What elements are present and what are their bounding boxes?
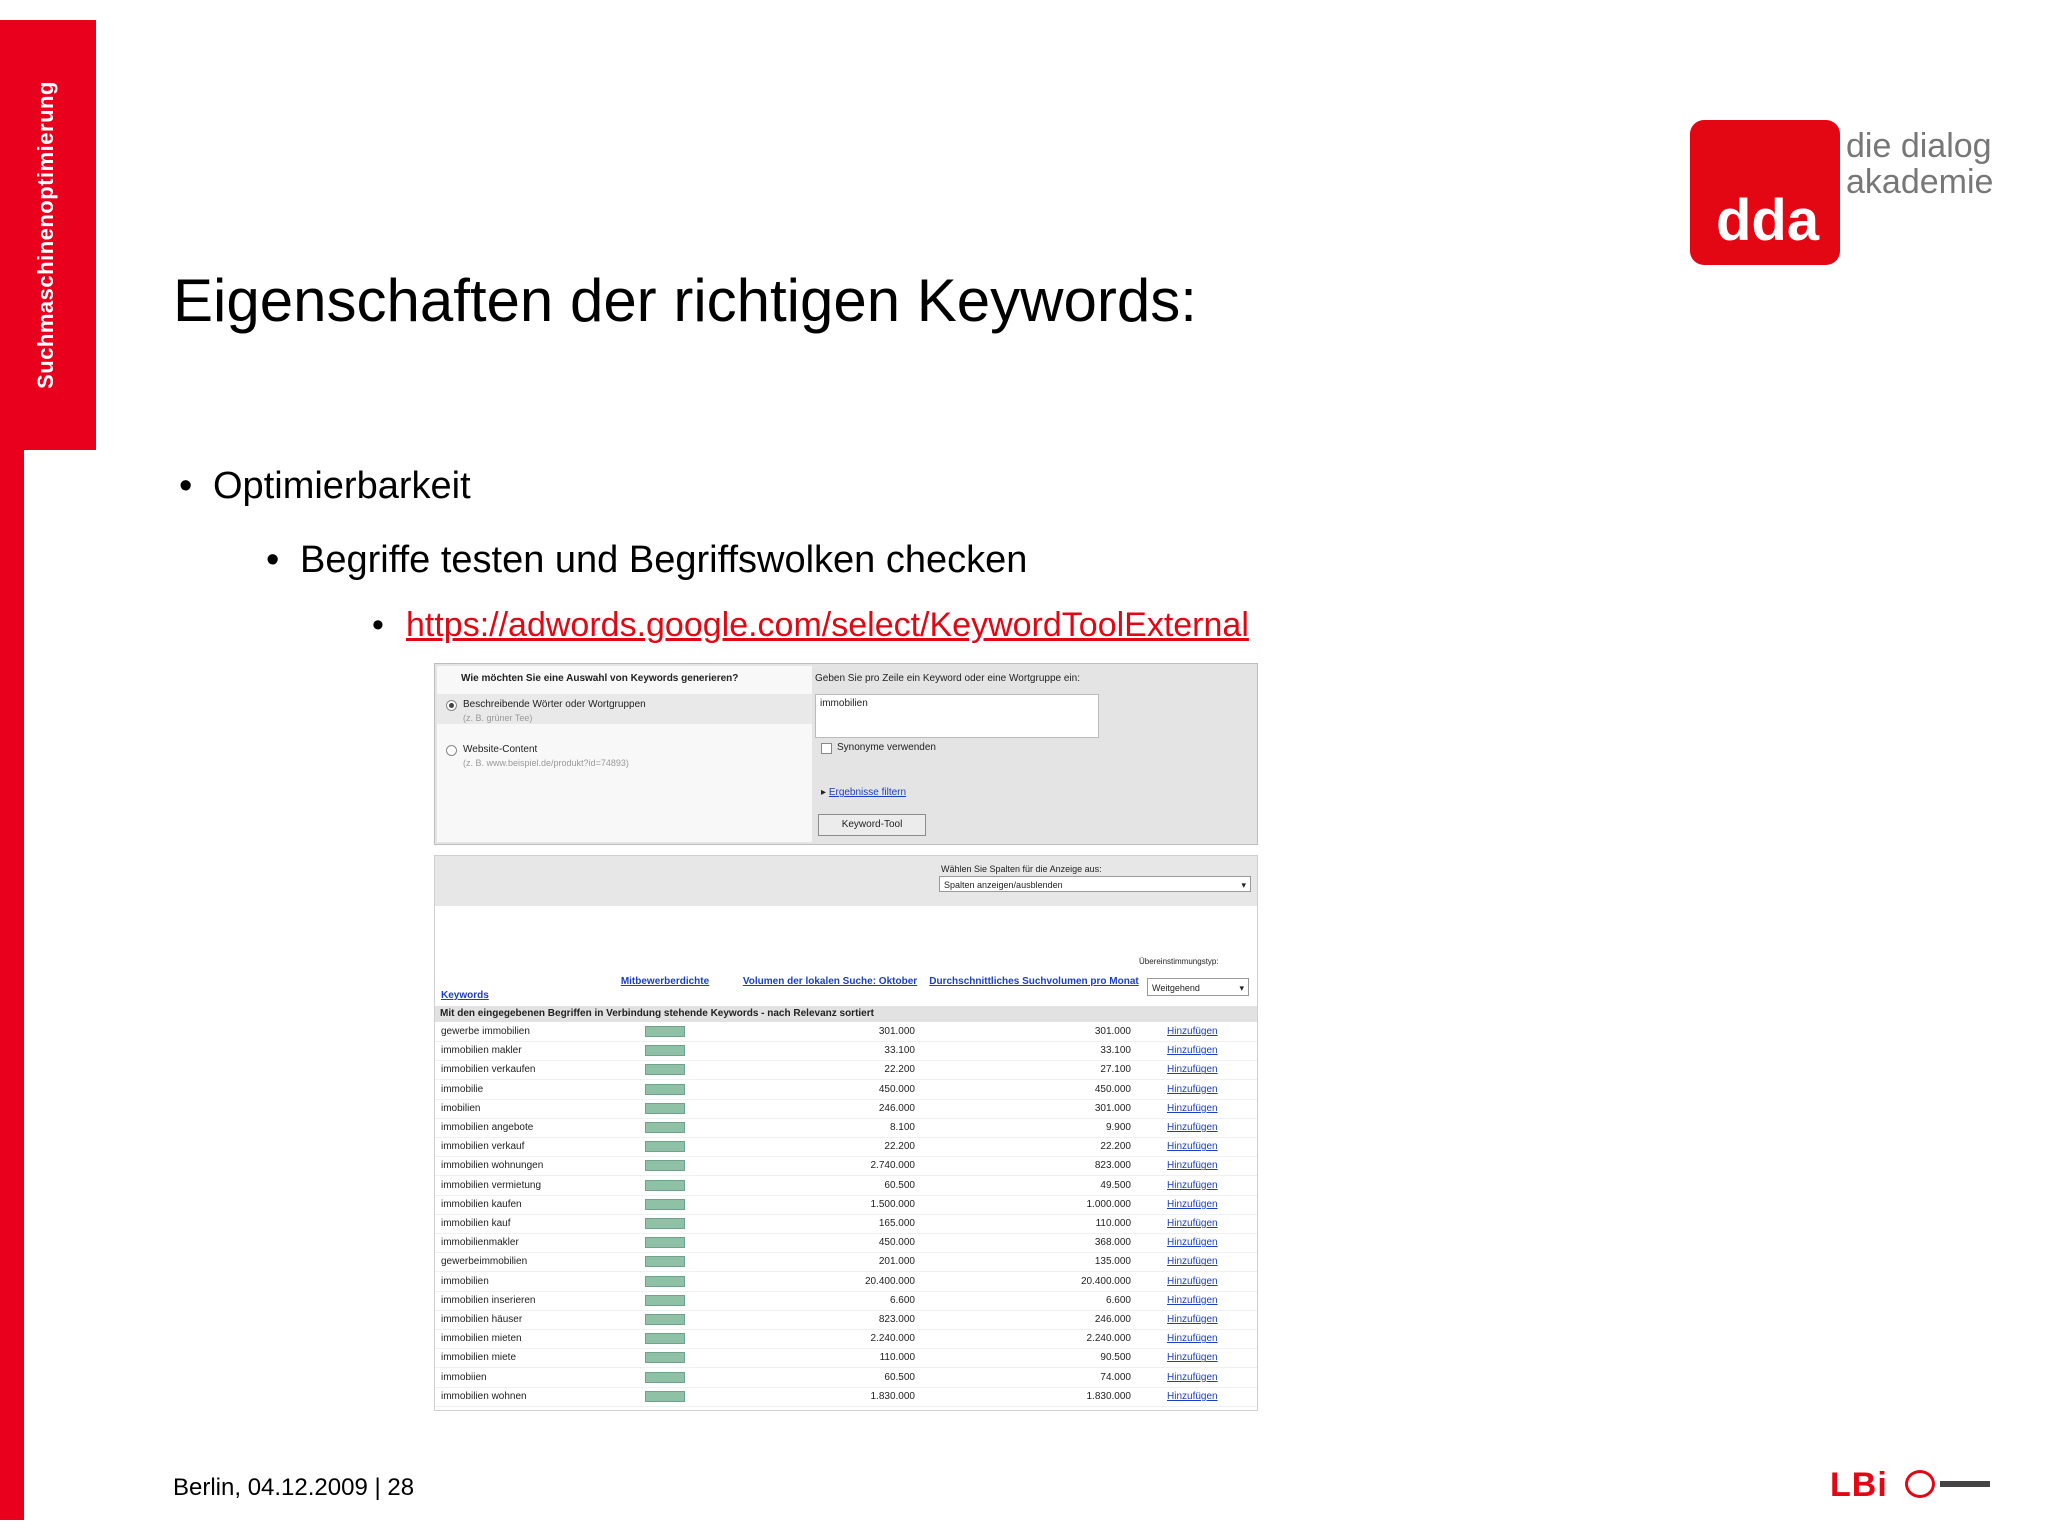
option1-hint: (z. B. grüner Tee): [463, 713, 533, 723]
row-local-volume: 60.500: [884, 1179, 915, 1191]
match-type-label: Übereinstimmungstyp:: [1139, 957, 1219, 966]
bullet-dot: •: [372, 606, 384, 644]
chevron-down-icon: ▾: [1239, 983, 1244, 993]
logo-text: dda: [1716, 188, 1820, 253]
table-row: [435, 1060, 1257, 1080]
table-row: [435, 1080, 1257, 1100]
partner-logo-mark: [1905, 1470, 1935, 1498]
add-keyword-link[interactable]: Hinzufügen: [1167, 1333, 1218, 1345]
add-keyword-link[interactable]: Hinzufügen: [1167, 1390, 1218, 1402]
row-local-volume: 823.000: [878, 1314, 915, 1325]
competition-bar: [645, 1333, 685, 1344]
competition-bar: [645, 1352, 685, 1363]
competition-bar: [645, 1064, 685, 1075]
row-local-volume: 20.400.000: [864, 1275, 915, 1287]
column-avg-volume[interactable]: Durchschnittliches Suchvolumen pro Monat: [929, 976, 1139, 987]
table-row: [435, 1387, 1257, 1407]
row-local-volume: 6.600: [889, 1294, 915, 1306]
table-row: [435, 1214, 1257, 1234]
row-local-volume: 2.740.000: [870, 1160, 915, 1172]
section-label: Suchmaschinenoptimierung: [33, 81, 58, 389]
row-keyword: immobilien verkauf: [441, 1141, 525, 1153]
row-avg-volume: 22.200: [1100, 1141, 1131, 1153]
bullet-level1: [179, 464, 471, 508]
keyword-tool-link[interactable]: https://adwords.google.com/select/KeywordToolExternal: [406, 606, 1249, 644]
row-keyword: gewerbe immobilien: [441, 1026, 530, 1037]
row-keyword: immobilien angebote: [441, 1122, 534, 1133]
row-local-volume: 22.200: [884, 1064, 915, 1076]
option1-radio[interactable]: [446, 700, 457, 711]
table-row: [435, 1022, 1257, 1042]
competition-bar: [645, 1295, 685, 1306]
row-avg-volume: 74.000: [1100, 1371, 1131, 1383]
match-type-select[interactable]: [1147, 978, 1249, 996]
table-row: [435, 1118, 1257, 1138]
row-keyword: immobiien: [441, 1371, 487, 1383]
table-row: [435, 1348, 1257, 1368]
add-keyword-link[interactable]: Hinzufügen: [1167, 1371, 1218, 1383]
competition-bar: [645, 1391, 685, 1402]
row-avg-volume: 450.000: [1094, 1083, 1131, 1095]
row-local-volume: 1.500.000: [870, 1198, 915, 1210]
table-row: [435, 1291, 1257, 1311]
row-keyword: immobilien makler: [441, 1045, 522, 1057]
row-local-volume: 60.500: [884, 1371, 915, 1383]
competition-bar: [645, 1084, 685, 1095]
logo-subtitle: [1846, 128, 1993, 200]
partner-logo-wordmark: [1940, 1481, 1990, 1487]
row-local-volume: 246.000: [878, 1102, 915, 1114]
row-avg-volume: 49.500: [1100, 1179, 1131, 1191]
footer-date-page: Berlin, 04.12.2009 | 28: [173, 1474, 415, 1501]
bullet-level3: [372, 603, 1249, 647]
row-avg-volume: 33.100: [1100, 1045, 1131, 1057]
group-label: Mit den eingegebenen Begriffen in Verbindung stehende Keywords - nach Relevanz sortiert: [440, 1008, 874, 1019]
add-keyword-link[interactable]: Hinzufügen: [1167, 1218, 1218, 1229]
slide-title: Eigenschaften der richtigen Keywords:: [173, 267, 1197, 334]
competition-bar: [645, 1276, 685, 1287]
form-instruction: Geben Sie pro Zeile ein Keyword oder eine Wortgruppe ein:: [815, 673, 1080, 684]
row-local-volume: 110.000: [879, 1352, 915, 1364]
row-avg-volume: 301.000: [1094, 1026, 1131, 1037]
option1-label: Beschreibende Wörter oder Wortgruppen: [463, 699, 646, 710]
row-keyword: immobilie: [441, 1083, 484, 1095]
column-local-volume[interactable]: Volumen der lokalen Suche: Oktober: [742, 976, 918, 987]
row-keyword: immobilien: [441, 1275, 489, 1287]
add-keyword-link[interactable]: Hinzufügen: [1167, 1237, 1218, 1249]
table-row: [435, 1176, 1257, 1196]
add-keyword-link[interactable]: Hinzufügen: [1167, 1314, 1218, 1325]
row-keyword: immobilien kauf: [441, 1218, 511, 1229]
row-keyword: immobilien verkaufen: [441, 1064, 536, 1076]
row-local-volume: 33.100: [884, 1045, 915, 1057]
row-keyword: imobilien: [441, 1102, 481, 1114]
synonyms-label: Synonyme verwenden: [837, 742, 936, 753]
row-keyword: immobilien kaufen: [441, 1198, 522, 1210]
results-panel: [434, 855, 1258, 1411]
row-avg-volume: 301.000: [1094, 1102, 1131, 1114]
keyword-tool-screenshot: [434, 663, 1258, 1411]
add-keyword-link[interactable]: Hinzufügen: [1167, 1122, 1218, 1133]
add-keyword-link[interactable]: Hinzufügen: [1167, 1179, 1218, 1191]
row-avg-volume: 6.600: [1105, 1294, 1131, 1306]
bullet-level2-text: Begriffe testen und Begriffswolken checken: [300, 539, 1028, 581]
row-avg-volume: 1.830.000: [1086, 1390, 1131, 1402]
chevron-down-icon: ▾: [1241, 880, 1246, 890]
competition-bar: [645, 1141, 685, 1152]
row-local-volume: 8.100: [889, 1122, 915, 1133]
competition-bar: [645, 1218, 685, 1229]
column-keywords[interactable]: Keywords: [441, 990, 489, 1001]
competition-bar: [645, 1103, 685, 1114]
table-row: [435, 1310, 1257, 1330]
logo-subtitle-line1: die dialog: [1846, 127, 1992, 165]
bullet-level1-text: Optimierbarkeit: [213, 465, 471, 507]
competition-bar: [645, 1237, 685, 1248]
keyword-input-value: immobilien: [820, 698, 868, 709]
table-row: [435, 1099, 1257, 1119]
competition-bar: [645, 1045, 685, 1056]
row-avg-volume: 27.100: [1100, 1064, 1131, 1076]
row-avg-volume: 1.000.000: [1086, 1198, 1131, 1210]
row-avg-volume: 2.240.000: [1086, 1333, 1131, 1345]
row-keyword: immobilien mieten: [441, 1333, 522, 1345]
add-keyword-link[interactable]: Hinzufügen: [1167, 1294, 1218, 1306]
add-keyword-link[interactable]: Hinzufügen: [1167, 1064, 1218, 1076]
competition-bar: [645, 1199, 685, 1210]
add-keyword-link[interactable]: Hinzufügen: [1167, 1160, 1218, 1172]
logo-subtitle-line2: akademie: [1846, 163, 1994, 201]
table-row: [435, 1252, 1257, 1272]
add-keyword-link[interactable]: Hinzufügen: [1167, 1083, 1218, 1095]
row-local-volume: 165.000: [878, 1218, 915, 1229]
row-keyword: immobilien vermietung: [441, 1179, 542, 1191]
add-keyword-link[interactable]: Hinzufügen: [1167, 1275, 1218, 1287]
competition-bar: [645, 1180, 685, 1191]
results-group-header: [435, 1006, 1257, 1022]
table-row: [435, 1137, 1257, 1157]
competition-bar: [645, 1314, 685, 1325]
row-keyword: immobilien inserieren: [441, 1294, 536, 1306]
add-keyword-link[interactable]: Hinzufügen: [1167, 1026, 1218, 1037]
row-keyword: immobilien wohnen: [441, 1390, 527, 1402]
option2-label: Website-Content: [463, 744, 538, 755]
table-row: [435, 1041, 1257, 1061]
table-row: [435, 1329, 1257, 1349]
option2-radio[interactable]: [446, 745, 457, 756]
row-keyword: gewerbeimmobilien: [441, 1256, 528, 1268]
competition-bar: [645, 1256, 685, 1267]
row-local-volume: 22.200: [884, 1141, 915, 1153]
bullet-dot: •: [179, 465, 193, 507]
keyword-form: [434, 663, 1258, 845]
add-keyword-link[interactable]: Hinzufügen: [1167, 1198, 1218, 1210]
table-row: [435, 1156, 1257, 1176]
row-local-volume: 450.000: [878, 1237, 915, 1249]
row-avg-volume: 90.500: [1100, 1352, 1131, 1364]
column-competition[interactable]: Mitbewerberdichte: [620, 976, 710, 987]
competition-bar: [645, 1122, 685, 1133]
columns-select-value: Spalten anzeigen/ausblenden: [944, 880, 1063, 890]
row-avg-volume: 823.000: [1094, 1160, 1131, 1172]
bullet-dot: •: [266, 539, 280, 581]
row-avg-volume: 9.900: [1105, 1122, 1131, 1133]
table-row: [435, 1233, 1257, 1253]
row-avg-volume: 110.000: [1095, 1218, 1131, 1229]
match-type-value: Weitgehend: [1152, 983, 1200, 993]
row-avg-volume: 20.400.000: [1080, 1275, 1131, 1287]
competition-bar: [645, 1372, 685, 1383]
competition-bar: [645, 1160, 685, 1171]
add-keyword-link[interactable]: Hinzufügen: [1167, 1102, 1218, 1114]
row-local-volume: 450.000: [878, 1083, 915, 1095]
option2-hint: (z. B. www.beispiel.de/produkt?id=74893): [463, 758, 629, 768]
add-keyword-link[interactable]: Hinzufügen: [1167, 1045, 1218, 1057]
table-row: [435, 1272, 1257, 1292]
row-keyword: immobilien wohnungen: [441, 1160, 544, 1172]
synonyms-checkbox[interactable]: [821, 743, 832, 754]
row-keyword: immobilien häuser: [441, 1314, 523, 1325]
bullet-level2: [266, 538, 1027, 582]
row-avg-volume: 368.000: [1094, 1237, 1131, 1249]
form-question: Wie möchten Sie eine Auswahl von Keywords generieren?: [461, 673, 739, 684]
row-avg-volume: 246.000: [1094, 1314, 1131, 1325]
row-local-volume: 301.000: [878, 1026, 915, 1037]
row-local-volume: 1.830.000: [870, 1390, 915, 1402]
columns-label: Wählen Sie Spalten für die Anzeige aus:: [941, 864, 1102, 874]
row-keyword: immobilienmakler: [441, 1237, 519, 1249]
columns-select[interactable]: [939, 876, 1251, 892]
filter-results[interactable]: ▸ Ergebnisse filtern: [821, 787, 907, 798]
row-keyword: immobilien miete: [441, 1352, 517, 1364]
competition-bar: [645, 1026, 685, 1037]
keyword-input[interactable]: [815, 694, 1099, 738]
lbi-logo: LBi: [1830, 1466, 1888, 1504]
row-local-volume: 2.240.000: [870, 1333, 915, 1345]
add-keyword-link[interactable]: Hinzufügen: [1167, 1141, 1218, 1153]
table-row: [435, 1195, 1257, 1215]
row-local-volume: 201.000: [878, 1256, 915, 1268]
filter-results-link[interactable]: Ergebnisse filtern: [828, 787, 907, 798]
add-keyword-link[interactable]: Hinzufügen: [1167, 1352, 1218, 1364]
keyword-tool-button[interactable]: Keyword-Tool: [818, 814, 926, 836]
table-row: [435, 1368, 1257, 1388]
row-avg-volume: 135.000: [1094, 1256, 1131, 1268]
add-keyword-link[interactable]: Hinzufügen: [1167, 1256, 1218, 1268]
